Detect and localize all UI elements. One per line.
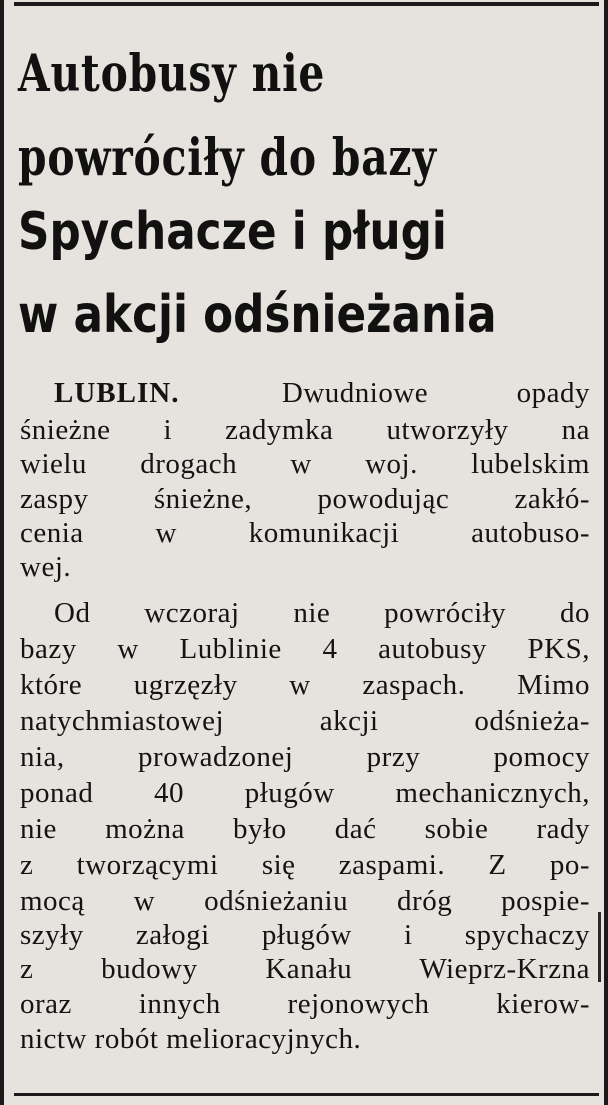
paragraph-2-line: z tworzącymi się zaspami. Z po- <box>20 849 590 881</box>
paragraph-1-line: cenia w komunikacji autobuso- <box>20 517 590 549</box>
paragraph-1-line: LUBLIN. Dwudniowe opady <box>54 377 590 409</box>
bottom-rule <box>14 1093 599 1096</box>
scan-edge-left <box>0 0 4 1105</box>
paragraph-1-line: zaspy śnieżne, powodując zakłó- <box>20 483 590 515</box>
paragraph-2-line: nictw robót melioracyjnych. <box>20 1023 362 1055</box>
top-rule <box>14 2 599 6</box>
paragraph-2-line: szyły załogi pługów i spychaczy <box>20 919 590 951</box>
paragraph-2-line: mocą w odśnieżaniu dróg pospie- <box>20 885 590 917</box>
paragraph-2-line: które ugrzęzły w zaspach. Mimo <box>20 669 590 701</box>
paragraph-2-line: Od wczoraj nie powróciły do <box>54 597 590 629</box>
paragraph-2-line: z budowy Kanału Wieprz-Krzna <box>20 953 590 985</box>
paragraph-2-line: bazy w Lublinie 4 autobusy PKS, <box>20 633 590 665</box>
subheadline-line-2: w akcji odśnieżania <box>18 285 497 345</box>
paragraph-2-line: nia, prowadzonej przy pomocy <box>20 741 590 773</box>
headline-line-1: Autobusy nie <box>18 44 326 104</box>
scan-edge-mark <box>598 912 601 982</box>
paragraph-2-line: nie można było dać sobie rady <box>20 813 590 845</box>
paragraph-2-line: oraz innych rejonowych kierow- <box>20 988 590 1020</box>
paragraph-2-line: natychmiastowej akcji odśnieża- <box>20 705 590 737</box>
paragraph-1-line: wielu drogach w woj. lubelskim <box>20 448 590 480</box>
paragraph-2-line: ponad 40 pługów mechanicznych, <box>20 777 590 809</box>
subheadline-line-1: Spychacze i pługi <box>18 202 447 262</box>
dateline: LUBLIN. <box>54 377 180 409</box>
headline-line-2: powróciły do bazy <box>18 128 437 188</box>
paragraph-1-line: śnieżne i zadymka utworzyły na <box>20 414 590 446</box>
paragraph-1-line: wej. <box>20 551 72 583</box>
scan-edge-right <box>604 0 608 1105</box>
